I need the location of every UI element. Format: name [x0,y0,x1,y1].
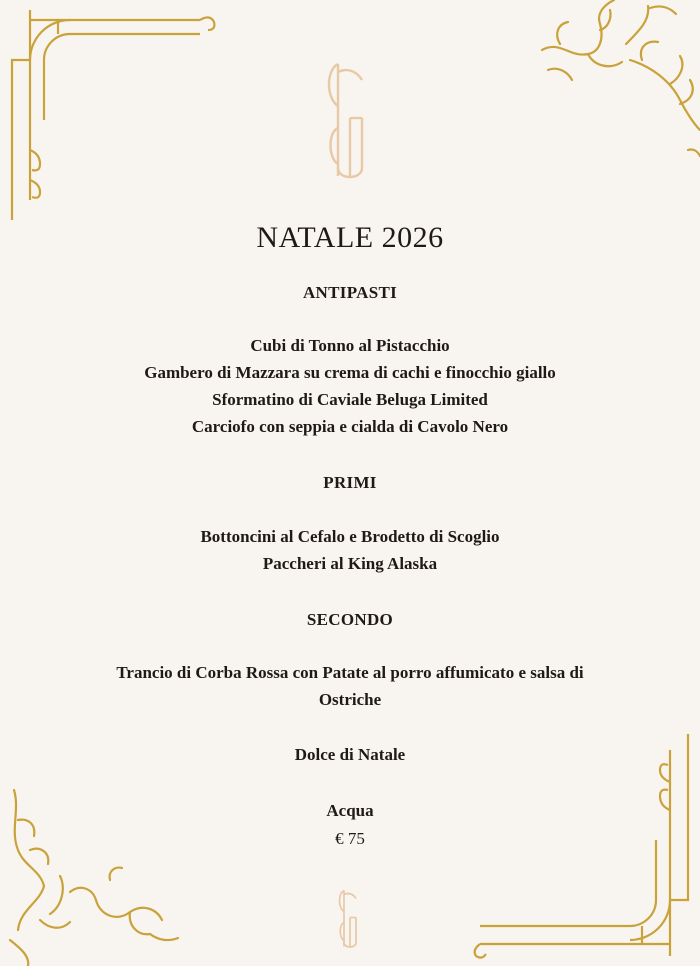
menu-price: € 75 [335,829,365,848]
menu-title: NATALE 2026 [256,221,444,254]
monogram-logo-bottom [335,886,365,952]
dish-primo-2: Paccheri al King Alaska [262,554,438,573]
dish-antipasto-2: Gambero di Mazzara su crema di cachi e finocchio giallo [144,363,556,382]
dish-primo-1: Bottoncini al Cefalo e Brodetto di Scoglio [200,527,500,546]
drink-acqua: Acqua [326,801,374,820]
dish-antipasto-1: Cubi di Tonno al Pistacchio [250,336,450,355]
dish-secondo-1: Trancio di Corba Rossa con Patate al porro affumicato e salsa di Ostriche [116,663,584,709]
dish-dolce: Dolce di Natale [294,745,406,764]
section-heading-antipasti: ANTIPASTI [302,283,398,302]
dish-antipasto-3: Sformatino di Caviale Beluga Limited [212,390,488,409]
dish-antipasto-4: Carciofo con seppia e cialda di Cavolo Nero [191,417,509,436]
monogram-logo-top [320,58,380,184]
section-heading-secondo: SECONDO [306,610,394,629]
coral-ornament-top-right [530,0,700,170]
corner-ornament-top-left [0,0,230,230]
section-heading-primi: PRIMI [323,473,377,492]
